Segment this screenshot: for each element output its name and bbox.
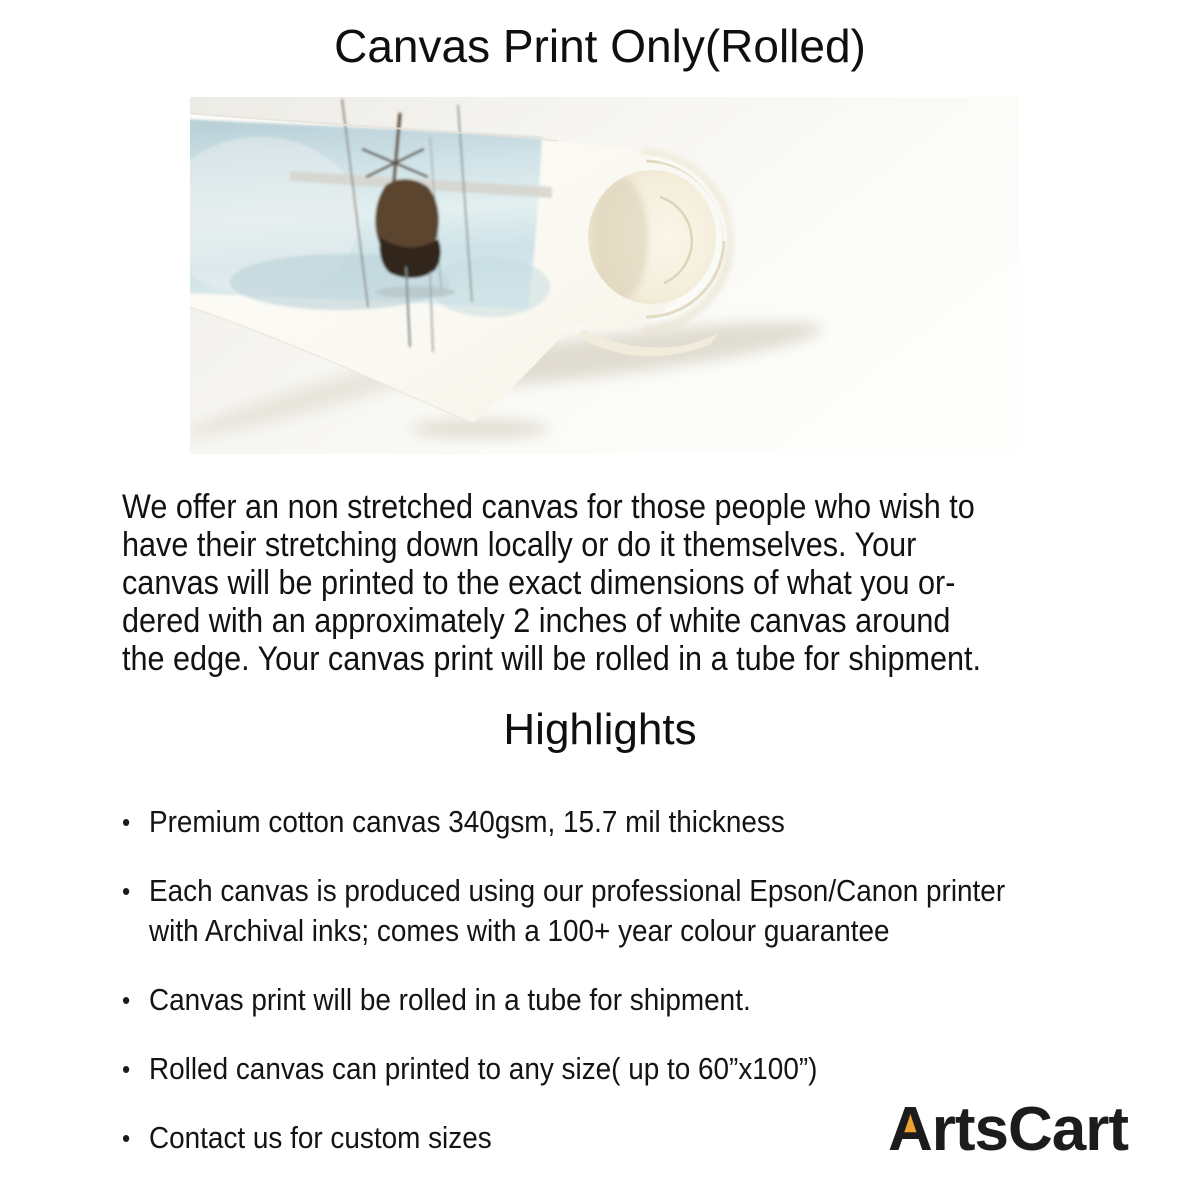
logo-rest: rtsCart — [931, 1095, 1129, 1164]
highlight-text: Rolled canvas can printed to any size( up to 60”x100”) — [149, 1051, 818, 1086]
description-line: We offer an non stretched canvas for those people who wish to — [122, 488, 975, 526]
bullet-icon: • — [122, 807, 131, 837]
description-line: canvas will be printed to the exact dimensions of what you or- — [122, 564, 956, 602]
description-line: the edge. Your canvas print will be rolled in a tube for shipment. — [122, 640, 982, 678]
highlight-text: Each canvas is produced using our professional Epson/Canon printer — [149, 873, 1006, 908]
bullet-icon: • — [122, 1054, 131, 1084]
description-paragraph — [122, 488, 1184, 678]
bullet-icon: • — [122, 985, 131, 1015]
logo-letter-a: A — [888, 1095, 932, 1164]
highlight-text: Premium cotton canvas 340gsm, 15.7 mil thickness — [149, 804, 785, 839]
page-title: Canvas Print Only(Rolled) — [334, 20, 866, 72]
highlights-heading: Highlights — [503, 705, 697, 754]
highlight-text: Canvas print will be rolled in a tube for shipment. — [149, 982, 751, 1017]
highlight-item — [122, 802, 1193, 842]
product-photo — [190, 97, 1018, 454]
highlight-item — [122, 1049, 1193, 1089]
highlight-text: Contact us for custom sizes — [149, 1120, 492, 1155]
bullet-icon: • — [122, 1123, 131, 1153]
description-line: dered with an approximately 2 inches of white canvas around — [122, 602, 951, 640]
description-line: have their stretching down locally or do it themselves. Your — [122, 526, 917, 564]
bullet-icon: • — [122, 876, 131, 906]
logo — [888, 1094, 1128, 1166]
highlight-item — [122, 871, 1193, 951]
logo-first-letter — [888, 1094, 932, 1166]
highlight-item — [122, 980, 1193, 1020]
highlight-text: with Archival inks; comes with a 100+ year colour guarantee — [149, 913, 890, 948]
rolled-canvas-print-photo — [190, 97, 1018, 454]
